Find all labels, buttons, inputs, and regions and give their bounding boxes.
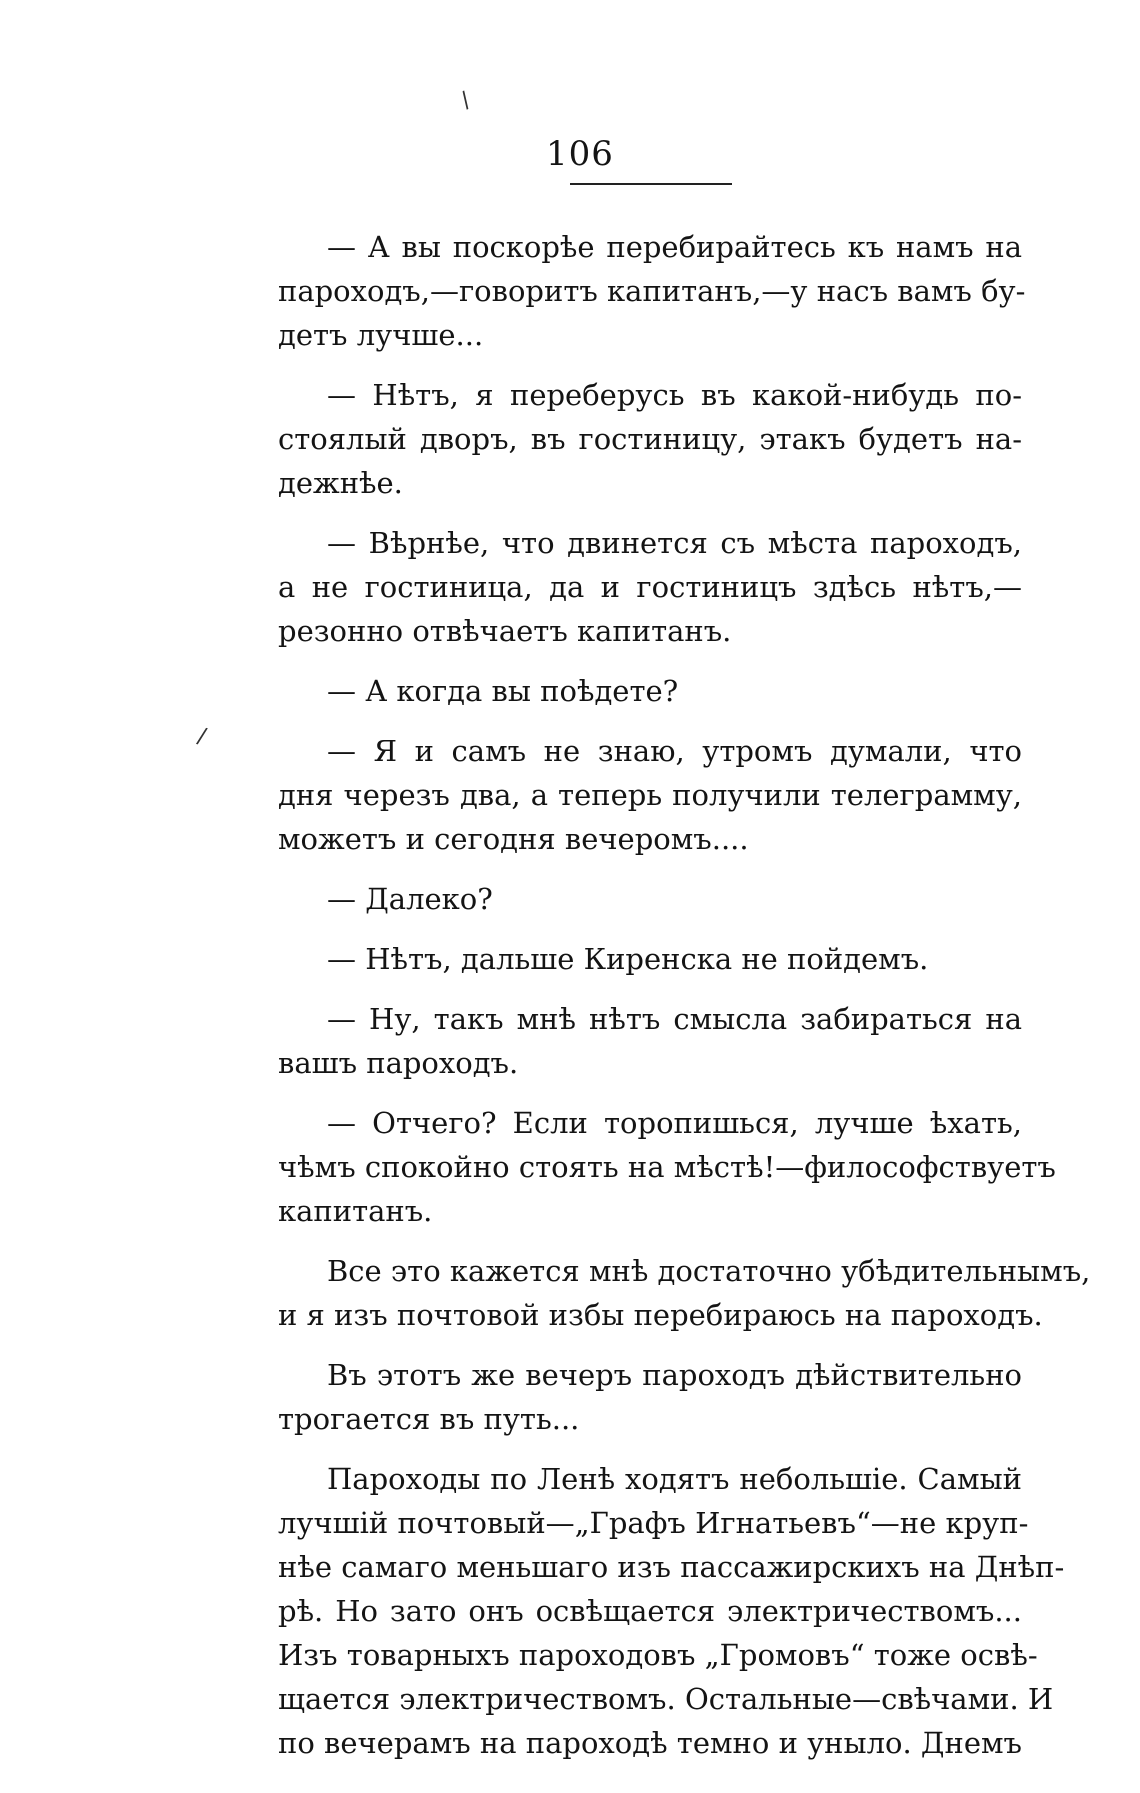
text-line: — Ну, такъ мнѣ нѣтъ смысла забираться на: [327, 1002, 1022, 1036]
text-line: резонно отвѣчаетъ капитанъ.: [278, 614, 732, 648]
paragraph: [278, 729, 1022, 861]
text-line: — Я и самъ не знаю, утромъ думали, что: [327, 734, 1022, 768]
text-line: щается электричествомъ. Остальные—свѣчами. И: [278, 1682, 1054, 1716]
text-line: можетъ и сегодня вечеромъ....: [278, 822, 749, 856]
margin-tick-mark: /: [456, 87, 476, 114]
paragraph-gap: [278, 505, 1022, 521]
paragraph: [278, 373, 1022, 505]
text-line: вашъ пароходъ.: [278, 1046, 519, 1080]
text-line: дежнѣе.: [278, 466, 403, 500]
text-line: детъ лучше...: [278, 318, 484, 352]
text-line: — Далеко?: [327, 882, 493, 916]
text-line: рѣ. Но зато онъ освѣщается электричествомъ...: [278, 1594, 1022, 1628]
paragraph-gap: [278, 1085, 1022, 1101]
text-line: и я изъ почтовой избы перебираюсь на пароходъ.: [278, 1298, 1043, 1332]
paragraph: [278, 877, 1022, 921]
paragraph: [278, 1249, 1091, 1337]
paragraph: [278, 1101, 1056, 1233]
paragraph-gap: [278, 921, 1022, 937]
paragraph-gap: [278, 981, 1022, 997]
paragraph: [278, 225, 1026, 357]
paragraph: [278, 521, 1022, 653]
text-line: Пароходы по Ленѣ ходятъ небольшіе. Самый: [327, 1462, 1022, 1496]
text-line: стоялый дворъ, въ гостиницу, этакъ будетъ на-: [278, 422, 1022, 456]
text-line: — А вы поскорѣе перебирайтесь къ намъ на: [327, 230, 1022, 264]
paragraph-gap: [278, 861, 1022, 877]
paragraph-gap: [278, 1233, 1022, 1249]
text-line: — Отчего? Если торопишься, лучше ѣхать,: [327, 1106, 1022, 1140]
paragraph: [278, 1457, 1065, 1765]
text-line: — А когда вы поѣдете?: [327, 674, 679, 708]
paragraph-gap: [278, 713, 1022, 729]
paragraph-gap: [278, 1441, 1022, 1457]
text-line: а не гостиница, да и гостиницъ здѣсь нѣтъ,—: [278, 570, 1022, 604]
header-rule: [570, 183, 732, 185]
paragraph-gap: [278, 1337, 1022, 1353]
margin-pencil-mark: /: [194, 723, 209, 750]
text-line: трогается въ путь...: [278, 1402, 580, 1436]
page-number: 106: [546, 134, 614, 174]
paragraph-gap: [278, 653, 1022, 669]
text-line: дня черезъ два, а теперь получили телеграмму,: [278, 778, 1022, 812]
paragraph: [278, 997, 1022, 1085]
text-line: — Нѣтъ, я переберусь въ какой-нибудь по-: [327, 378, 1022, 412]
text-line: лучшій почтовый—„Графъ Игнатьевъ“—не круп-: [278, 1506, 1029, 1540]
text-line: капитанъ.: [278, 1194, 433, 1228]
text-line: нѣе самаго меньшаго изъ пассажирскихъ на Днѣп-: [278, 1550, 1065, 1584]
text-line: — Нѣтъ, дальше Киренска не пойдемъ.: [327, 942, 929, 976]
paragraph: [278, 1353, 1022, 1441]
text-line: Все это кажется мнѣ достаточно убѣдительнымъ,: [327, 1254, 1091, 1288]
paragraph-gap: [278, 357, 1022, 373]
text-line: по вечерамъ на пароходѣ темно и уныло. Днемъ: [278, 1726, 1022, 1760]
text-line: Въ этотъ же вечеръ пароходъ дѣйствительно: [327, 1358, 1022, 1392]
text-line: — Вѣрнѣе, что двинется съ мѣста пароходъ,: [327, 526, 1022, 560]
text-line: пароходъ,—говоритъ капитанъ,—у насъ вамъ бу-: [278, 274, 1026, 308]
paragraph: [278, 937, 1022, 981]
paragraph: [278, 669, 1022, 713]
text-line: Изъ товарныхъ пароходовъ „Громовъ“ тоже освѣ-: [278, 1638, 1038, 1672]
body-text: [278, 225, 1091, 1765]
text-line: чѣмъ спокойно стоять на мѣстѣ!—философствуетъ: [278, 1150, 1056, 1184]
